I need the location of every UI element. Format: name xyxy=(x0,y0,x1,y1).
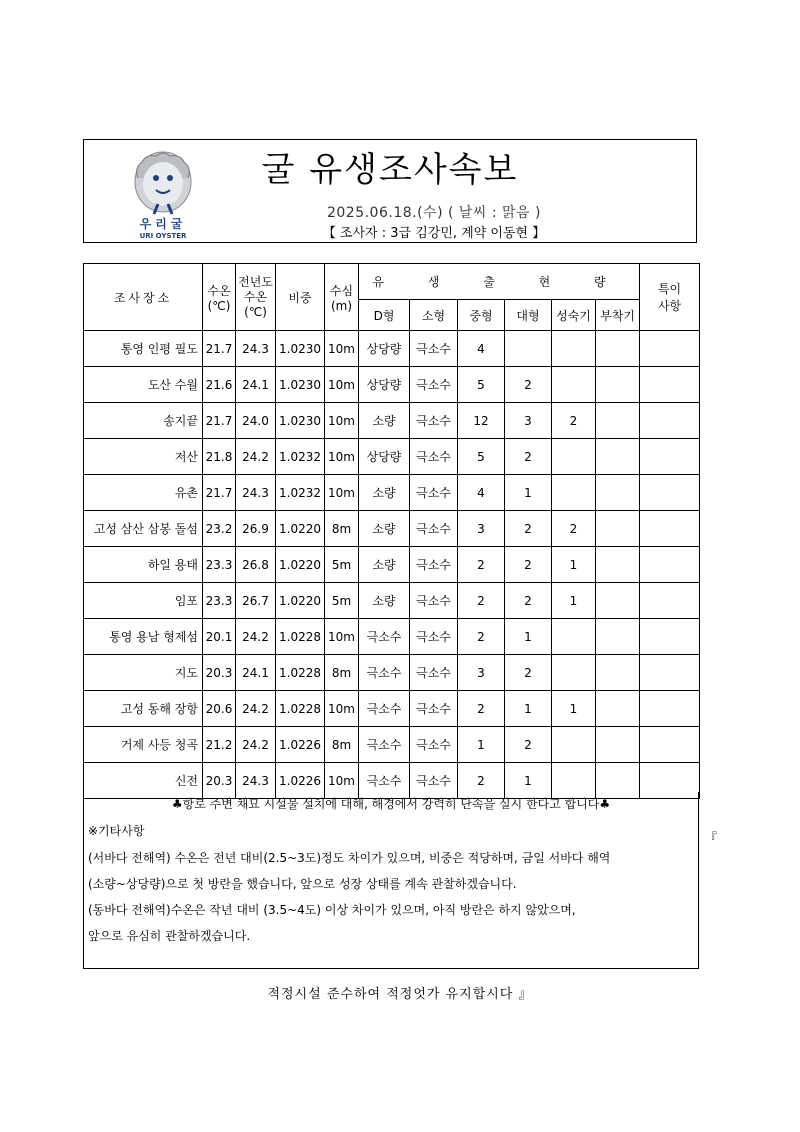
header-water-temp: 수온 (℃) xyxy=(203,264,236,331)
depth-cell: 10m xyxy=(325,367,359,403)
attach-cell xyxy=(596,547,640,583)
prev-temp-cell: 24.1 xyxy=(236,655,276,691)
remark-cell xyxy=(640,583,700,619)
header-distribution: 유 생 출 현 량 xyxy=(359,264,640,300)
mature-cell xyxy=(552,475,596,511)
notes-line: (서바다 전해역) 수온은 전년 대비(2.5~3도)정도 차이가 있으며, 비중은 적당하며, 금일 서바다 해역 xyxy=(88,851,611,865)
depth-cell: 8m xyxy=(325,655,359,691)
location-cell: 지도 xyxy=(84,655,203,691)
small-cell: 극소수 xyxy=(410,655,458,691)
mature-cell: 2 xyxy=(552,403,596,439)
side-mark: 『 xyxy=(705,831,718,845)
attach-cell xyxy=(596,619,640,655)
survey-table xyxy=(83,263,700,799)
large-cell xyxy=(505,331,552,367)
header-attach: 부착기 xyxy=(596,300,640,331)
large-cell: 2 xyxy=(505,547,552,583)
attach-cell xyxy=(596,727,640,763)
prev-temp-cell: 24.3 xyxy=(236,763,276,799)
prev-temp-cell: 26.9 xyxy=(236,511,276,547)
medium-cell: 2 xyxy=(458,691,505,727)
gravity-cell: 1.0232 xyxy=(276,475,325,511)
temp-cell: 23.3 xyxy=(203,547,236,583)
temp-cell: 21.7 xyxy=(203,475,236,511)
table-row xyxy=(84,331,700,367)
depth-cell: 10m xyxy=(325,331,359,367)
depth-cell: 5m xyxy=(325,547,359,583)
page-title: 굴 유생조사속보 xyxy=(261,150,519,190)
medium-cell: 2 xyxy=(458,763,505,799)
table-row xyxy=(84,439,700,475)
attach-cell xyxy=(596,691,640,727)
remark-cell xyxy=(640,331,700,367)
remark-cell xyxy=(640,439,700,475)
large-cell: 2 xyxy=(505,727,552,763)
temp-cell: 21.7 xyxy=(203,331,236,367)
location-cell: 고성 삼산 삼봉 돌섬 xyxy=(84,511,203,547)
medium-cell: 4 xyxy=(458,475,505,511)
prev-temp-cell: 24.2 xyxy=(236,727,276,763)
location-cell: 저산 xyxy=(84,439,203,475)
table-row xyxy=(84,655,700,691)
depth-cell: 10m xyxy=(325,619,359,655)
small-cell: 극소수 xyxy=(410,475,458,511)
mature-cell xyxy=(552,619,596,655)
prev-temp-cell: 24.2 xyxy=(236,619,276,655)
d-type-cell: 소량 xyxy=(359,583,410,619)
attach-cell xyxy=(596,331,640,367)
small-cell: 극소수 xyxy=(410,691,458,727)
large-cell: 3 xyxy=(505,403,552,439)
temp-cell: 21.6 xyxy=(203,367,236,403)
table-row xyxy=(84,403,700,439)
header-small: 소형 xyxy=(410,300,458,331)
prev-temp-cell: 24.3 xyxy=(236,475,276,511)
temp-cell: 20.3 xyxy=(203,655,236,691)
large-cell: 2 xyxy=(505,439,552,475)
notes-line: (동바다 전해역)수온은 작년 대비 (3.5~4도) 이상 차이가 있으며, 아직 방란은 하지 않았으며, xyxy=(88,903,576,917)
remark-cell xyxy=(640,619,700,655)
gravity-cell: 1.0220 xyxy=(276,511,325,547)
large-cell: 1 xyxy=(505,763,552,799)
depth-cell: 10m xyxy=(325,691,359,727)
depth-cell: 5m xyxy=(325,583,359,619)
prev-temp-cell: 26.7 xyxy=(236,583,276,619)
logo-subtext: URI OYSTER xyxy=(139,232,187,240)
gravity-cell: 1.0226 xyxy=(276,763,325,799)
gravity-cell: 1.0230 xyxy=(276,367,325,403)
report-header xyxy=(83,139,697,243)
table-row xyxy=(84,583,700,619)
prev-temp-cell: 26.8 xyxy=(236,547,276,583)
temp-cell: 20.1 xyxy=(203,619,236,655)
mature-cell xyxy=(552,439,596,475)
mature-cell xyxy=(552,331,596,367)
medium-cell: 1 xyxy=(458,727,505,763)
notes-title: ※기타사항 xyxy=(88,824,145,838)
depth-cell: 10m xyxy=(325,763,359,799)
gravity-cell: 1.0230 xyxy=(276,331,325,367)
location-cell: 유촌 xyxy=(84,475,203,511)
table-row xyxy=(84,475,700,511)
depth-cell: 10m xyxy=(325,403,359,439)
temp-cell: 20.3 xyxy=(203,763,236,799)
location-cell: 송지끝 xyxy=(84,403,203,439)
location-cell: 통영 인평 필도 xyxy=(84,331,203,367)
medium-cell: 2 xyxy=(458,619,505,655)
depth-cell: 8m xyxy=(325,511,359,547)
header-d-type: D형 xyxy=(359,300,410,331)
medium-cell: 3 xyxy=(458,655,505,691)
header-medium: 중형 xyxy=(458,300,505,331)
notice-banner: ♣항로 주변 채묘 시설물 설치에 대해, 해경에서 강력히 단속을 실시 한다고 합니다♣ xyxy=(171,797,611,811)
depth-cell: 10m xyxy=(325,475,359,511)
gravity-cell: 1.0220 xyxy=(276,547,325,583)
large-cell: 2 xyxy=(505,655,552,691)
medium-cell: 4 xyxy=(458,331,505,367)
header-remarks: 특이 사항 xyxy=(640,264,700,331)
medium-cell: 12 xyxy=(458,403,505,439)
remark-cell xyxy=(640,403,700,439)
d-type-cell: 상당량 xyxy=(359,367,410,403)
location-cell: 통영 용남 형제섬 xyxy=(84,619,203,655)
temp-cell: 20.6 xyxy=(203,691,236,727)
prev-temp-cell: 24.2 xyxy=(236,439,276,475)
medium-cell: 3 xyxy=(458,511,505,547)
notes-section xyxy=(83,792,699,969)
logo-text: 우리굴 xyxy=(139,217,187,231)
small-cell: 극소수 xyxy=(410,439,458,475)
attach-cell xyxy=(596,475,640,511)
large-cell: 2 xyxy=(505,583,552,619)
prev-temp-cell: 24.0 xyxy=(236,403,276,439)
attach-cell xyxy=(596,403,640,439)
d-type-cell: 소량 xyxy=(359,511,410,547)
footer-slogan: 적정시설 준수하여 적정엇가 유지합시다 』 xyxy=(267,987,533,1002)
remark-cell xyxy=(640,691,700,727)
gravity-cell: 1.0220 xyxy=(276,583,325,619)
small-cell: 극소수 xyxy=(410,367,458,403)
location-cell: 임포 xyxy=(84,583,203,619)
gravity-cell: 1.0228 xyxy=(276,655,325,691)
medium-cell: 5 xyxy=(458,367,505,403)
small-cell: 극소수 xyxy=(410,511,458,547)
prev-temp-cell: 24.1 xyxy=(236,367,276,403)
medium-cell: 5 xyxy=(458,439,505,475)
small-cell: 극소수 xyxy=(410,727,458,763)
gravity-cell: 1.0226 xyxy=(276,727,325,763)
notes-line: 앞으로 유심히 관찰하겠습니다. xyxy=(88,929,251,943)
gravity-cell: 1.0228 xyxy=(276,619,325,655)
mature-cell xyxy=(552,655,596,691)
depth-cell: 8m xyxy=(325,727,359,763)
large-cell: 1 xyxy=(505,691,552,727)
large-cell: 1 xyxy=(505,475,552,511)
remark-cell xyxy=(640,655,700,691)
d-type-cell: 소량 xyxy=(359,475,410,511)
table-row xyxy=(84,511,700,547)
attach-cell xyxy=(596,583,640,619)
medium-cell: 2 xyxy=(458,583,505,619)
date-weather: 2025.06.18.(수) ( 날씨 : 맑음 ) xyxy=(326,205,542,221)
table-row xyxy=(84,727,700,763)
surveyor-info: 【 조사자 : 3급 김강민, 계약 이동현 】 xyxy=(322,226,546,241)
large-cell: 1 xyxy=(505,619,552,655)
d-type-cell: 소량 xyxy=(359,547,410,583)
prev-temp-cell: 24.3 xyxy=(236,331,276,367)
header-mature: 성숙기 xyxy=(552,300,596,331)
small-cell: 극소수 xyxy=(410,763,458,799)
table-row xyxy=(84,367,700,403)
gravity-cell: 1.0230 xyxy=(276,403,325,439)
d-type-cell: 상당량 xyxy=(359,331,410,367)
mature-cell: 1 xyxy=(552,547,596,583)
d-type-cell: 극소수 xyxy=(359,619,410,655)
d-type-cell: 상당량 xyxy=(359,439,410,475)
d-type-cell: 극소수 xyxy=(359,763,410,799)
small-cell: 극소수 xyxy=(410,583,458,619)
small-cell: 극소수 xyxy=(410,619,458,655)
d-type-cell: 극소수 xyxy=(359,691,410,727)
header-depth: 수심 (m) xyxy=(325,264,359,331)
temp-cell: 21.7 xyxy=(203,403,236,439)
temp-cell: 23.2 xyxy=(203,511,236,547)
table-row xyxy=(84,691,700,727)
small-cell: 극소수 xyxy=(410,403,458,439)
large-cell: 2 xyxy=(505,511,552,547)
gravity-cell: 1.0228 xyxy=(276,691,325,727)
medium-cell: 2 xyxy=(458,547,505,583)
location-cell: 도산 수월 xyxy=(84,367,203,403)
attach-cell xyxy=(596,367,640,403)
notes-line: (소량~상당량)으로 첫 방란을 했습니다, 앞으로 성장 상태를 계속 관찰하겠습니다. xyxy=(88,877,517,891)
small-cell: 극소수 xyxy=(410,331,458,367)
depth-cell: 10m xyxy=(325,439,359,475)
location-cell: 고성 동해 장항 xyxy=(84,691,203,727)
temp-cell: 23.3 xyxy=(203,583,236,619)
location-cell: 신전 xyxy=(84,763,203,799)
attach-cell xyxy=(596,511,640,547)
attach-cell xyxy=(596,655,640,691)
header-location: 조사장소 xyxy=(84,264,203,331)
table-row xyxy=(84,619,700,655)
d-type-cell: 소량 xyxy=(359,403,410,439)
table-row xyxy=(84,547,700,583)
large-cell: 2 xyxy=(505,367,552,403)
temp-cell: 21.8 xyxy=(203,439,236,475)
d-type-cell: 극소수 xyxy=(359,655,410,691)
remark-cell xyxy=(640,727,700,763)
location-cell: 하일 용태 xyxy=(84,547,203,583)
mature-cell: 2 xyxy=(552,511,596,547)
remark-cell xyxy=(640,475,700,511)
header-large: 대형 xyxy=(505,300,552,331)
attach-cell xyxy=(596,439,640,475)
header-prev-temp: 전년도 수온 (℃) xyxy=(236,264,276,331)
gravity-cell: 1.0232 xyxy=(276,439,325,475)
location-cell: 거제 사등 청곡 xyxy=(84,727,203,763)
remark-cell xyxy=(640,367,700,403)
small-cell: 극소수 xyxy=(410,547,458,583)
remark-cell xyxy=(640,511,700,547)
mature-cell xyxy=(552,367,596,403)
remark-cell xyxy=(640,547,700,583)
header-gravity: 비중 xyxy=(276,264,325,331)
temp-cell: 21.2 xyxy=(203,727,236,763)
mature-cell xyxy=(552,727,596,763)
prev-temp-cell: 24.2 xyxy=(236,691,276,727)
d-type-cell: 극소수 xyxy=(359,727,410,763)
mature-cell: 1 xyxy=(552,583,596,619)
mature-cell: 1 xyxy=(552,691,596,727)
